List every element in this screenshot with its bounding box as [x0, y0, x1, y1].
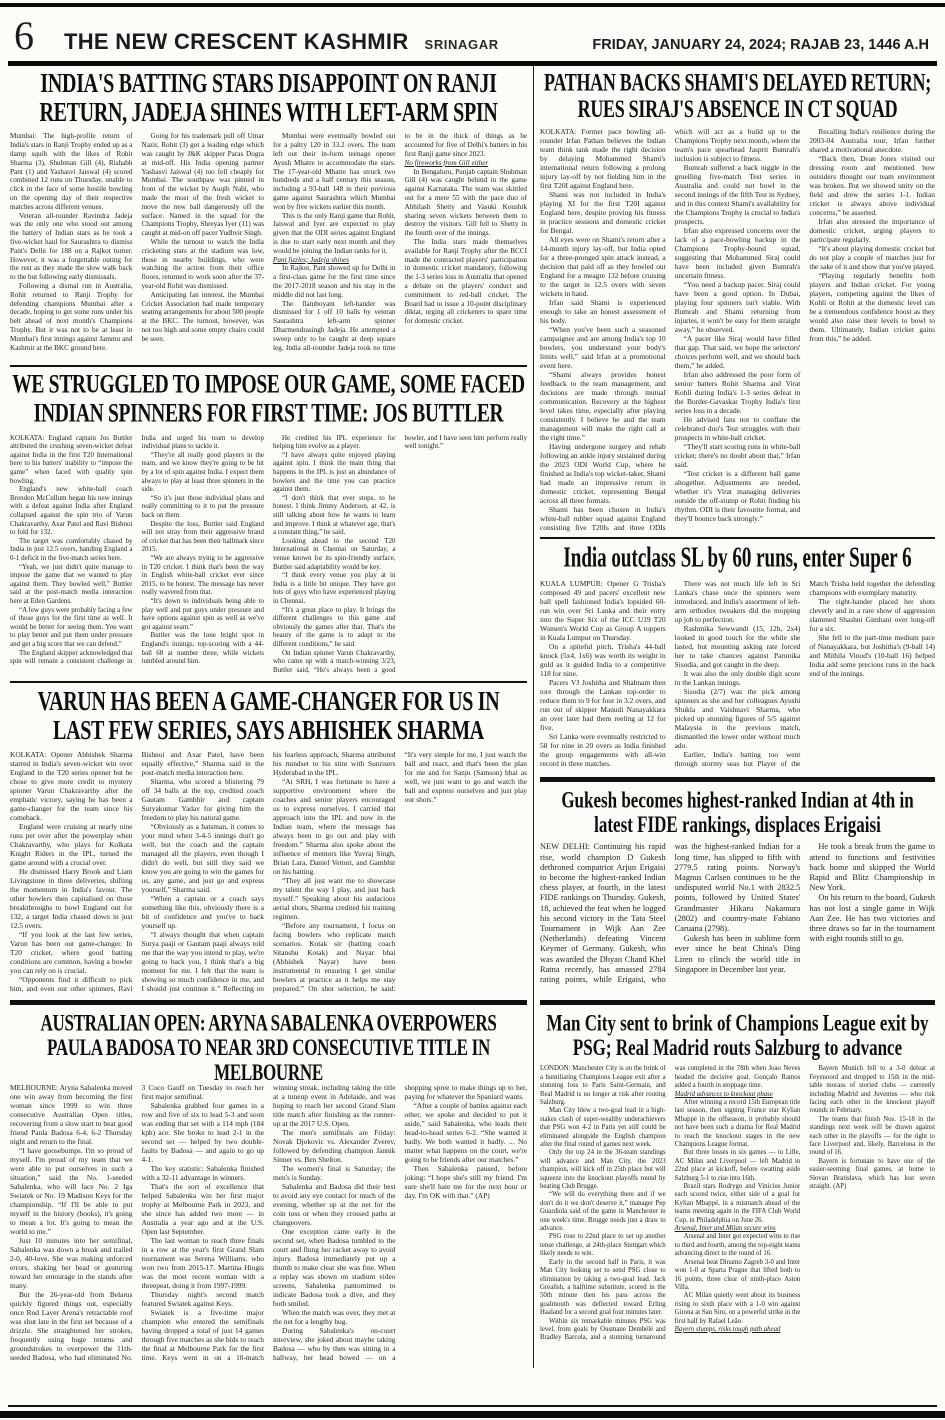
article-gukesh-headline: Gukesh becomes highest-ranked Indian at 4th in latest FIDE rankings, displaces Erigaisi — [561, 786, 914, 838]
section-divider — [10, 365, 527, 367]
masthead-city: SRINAGAR — [424, 37, 499, 52]
article-buttler-body: KOLKATA: England captain Jos Buttler attributed the crushing seven-wicket defeat against India in the first T20 International here to his batters' inability to “impose the game” when faced with quality spin bowling. England's new white-ball coach Brendon McCullum began his new innings with a defeat against India after England collapsed against the spin trio of Varun Chakravarthy, Axar Patel and Ravi Bishnoi to fold for 132. The target was comfortably chased by India in just 12.5 overs, handing England a 0-1 deficit in the five-match series here. “Yeah, we just didn't quite manage to impose the game that we wanted to play against them. They bowled well,” Buttler said at the post-match media interaction here at Eden Gardens. “A few guys were probably facing a few of those guys for the first time as well. It would be better for seeing them. You want to play better and put them under pressure and get a big score that we can defend.” The England skipper acknowledged that spin will remain a consistent challenge in India and urged his team to develop individual plans to tackle it. “They're all really good players in the team, and we know they're going to be hit by a lot of spin against India. I expect them always to play at least three spinners in the side. “So it's just those individual plans and really committing to it to put the pressure back on them. Despite the loss, Buttler said England will not stray from their aggressive brand of cricket that has been their hallmark since 2015. “We are always trying to be aggressive in T20 cricket. I think that's been the way in English white-ball cricket ever since 2015, to be honest. The message has never really wavered from that. “It's down to individuals being able to play well and put guys under pressure and have options against spin as well as we've got against seam.” Buttler was the lone bright spot in England's innings, top-scoring with a 44-ball 68 at number three, while wickets tumbled around him. He credited his IPL experience for helping him evolve as a player. “I have always quite enjoyed playing against spin. I think the main thing that happens in the IPL is just an abundance of bowlers and the time you can practice against them. “I don't think that ever stops, to be honest. I think Jimmy Anderson, at 42, is still talking about how he wants to learn and improve. I think at whatever age, that's a constant thing,” he said. Looking ahead to the second T20 International in Chennai on Saturday, a venue known for its spin-friendly surface, Buttler said adaptability would be key. “I think every venue you play at in India is a little bit unique. They have got lots of guys who have experienced playing in Chennai. “It's a great place to play. It brings the different challenges to this game and obviously the games after that. That's the beauty of the game is to adapt to the different conditions,” he said. On Indian spinner Varun Chakravarthy, who came up with a match-winning 3/23, Buttler said, “He's always been a good bowler, and I have seen him perform really well tonight.” — [10, 433, 527, 674]
section-divider-thick — [540, 1000, 935, 1005]
article-ranji — [10, 70, 527, 360]
article-varun — [10, 688, 527, 994]
top-border-bar — [0, 3, 945, 7]
article-u19 — [540, 544, 935, 771]
article-ucl-headline: Man City sent to brink of Champions League exit by PSG; Real Madrid routs Salzburg to advance — [546, 1009, 929, 1062]
header-dateline: FRIDAY, JANUARY 24, 2024; RAJAB 23, 1446 A.H — [592, 37, 929, 53]
section-divider — [10, 681, 527, 683]
bottom-rule — [8, 1405, 937, 1407]
article-varun-headline: VARUN HAS BEEN A GAME-CHANGER FOR US IN LAST FEW SERIES, SAYS ABHISHEK SHARMA — [37, 686, 500, 746]
page-content — [0, 66, 945, 1368]
section-divider-thick — [10, 1000, 527, 1005]
article-u19-headline: India outclass SL by 60 runs, enter Super 6 — [563, 542, 912, 575]
article-ranji-headline: INDIA'S BATTING STARS DISAPPOINT ON RANJI RETURN, JADEJA SHINES WITH LEFT-ARM SPIN — [39, 68, 498, 129]
article-varun-body: KOLKATA: Opener Abhishek Sharma starred in India's seven-wicket win over England in the T20 series opener but he chose to give more credit to mystery spinner Varun Chakravarthy after the emphatic victory, saying he has been a game-changer for the team since his comeback. England were cruising at nearly nine runs per over after the powerplay when Chakravarthy, who plays for Kolkata Knight Riders in the IPL, turned the game around with a crucial over. He dismissed Harry Brook and Liam Livingstone in three deliveries, shifting the momentum in India's favour. The other bowlers then capitalised on those breakthroughs to bowl England out for 132, a target India chased down in just 12.5 overs. “If you look at the last few series, Varun has been our game-changer. In T20 cricket, where good batting conditions are common, having a bowler you can rely on is crucial. “Opponents find it difficult to pick him, and even our other spinners, Ravi Bishnoi and Axar Patel, have been equally effective,” Sharma said in the post-match media interaction here. Sharma, who scored a blistering 79 off 34 balls at the top, credited coach Gautam Gambhir and captain Suryakumar Yadav for giving him the freedom to play his natural game. “Obviously as a batsman, it comes to your mind when 3-4-5 innings don't go well, but the coach and the captain managed all the players, even though I didn't do well, but still they said we know you are going to win the games for us, any game, and just go and express yourself,” Sharma said. “When a captain or a coach says something like this, obviously there is a bit of confidence and you've to back yourself up. “I always thought that when captain Surya paaji or Gautam paaji always told me that the way you intend to play, we're going to back you, I think that's a big moment for me. I felt that the team is showing so much confidence in me, and I should just continue it.” Reflecting on his fearless approach, Sharma attributed his mindset to his stint with Sunrisers Hyderabad in the IPL. “At SRH, I was fortunate to have a supportive environment where the coaches and senior players encouraged us to express ourselves. I carried that approach into the IPL and now in the Indian team, where the message has always been to go out and play with freedom.” Sharma also spoke about the influence of mentors like Yuvraj Singh, Brian Lara, Daniel Vettori, and Gambhir on his batting. “They all just want me to showcase my talent the way I play, and just back myself.” Speaking about his audacious aerial shots, Sharma credited his training regimen. “Before any tournament, I focus on facing bowlers who replicate match scenarios. Kotak sir (batting coach Sitanshu Kotak) and Nayar bhai (Abhishek Nayar) have been instrumental in ensuring I get similar bowlers at practice as it helps me stay prepared.” On shot selection, he said: “It's very simple for me, I just watch the ball and react, and that's been the plan for me and for Sanju (Samson) bhai as well, we just want to go and watch the ball and express ourselves and just play our shots.” — [10, 750, 527, 994]
article-ranji-body: Mumbai: The high-profile return of India's stars in Ranji Trophy ended up as a damp squib with the likes of Rohit Sharma (3), Shubman Gill (4), Rishabh Pant (1) and Yashasvi Jaiswal (4) scored combined 12 runs on Thursday, unable to click in the face of some hostile bowling on the opening day of their respective matches across different venues. Veteran all-rounder Ravindra Jadeja was the only one who stood out among the battery of Indian stars as he took a five-wicket haul for Saurashtra to dismiss Pant's Delhi for 188 on a Rajkot turner. However, it was a forgettable outing for the rest as they made the slow walk back to the hut following early dismissals. Following a dismal run in Australia, Rohit returned to Ranji Trophy for defending champions Mumbai after a decade, hoping to get some runs under his belt ahead of next month's Champions Trophy. But it was not to be at least in Mumbai's first innings against Jammu and Kashmir at the BKC ground here. Going for his trademark pull off Umar Nazir, Rohit (3) got a leading edge which was caught by J&K skipper Paras Dogra at mid-off. His India opening partner Yashasvi Jaiswal (4) too fell cheaply for Mumbai. The southpaw was pinned in front of the wicket by Auqib Nabi, who made the most of the fresh wicket to move the new ball dangerously off the surface. Named in the squad for the Champions Trophy, Shreyas Iyer (11) was caught at mid-on off pacer Yudhvir Singh. While the turnout to watch the India cricketing stars at the stadium was low, those in nearby buildings, who were watching the action from their office floors, returned to work soon after the 37-year-old Rohit was dismissed. Anticipating fan interest, the Mumbai Cricket Association had made temporary seating arrangements for about 500 people at the BKC. The turnout, however, was not too high and some empty chairs could be seen. Mumbai were eventually bowled out for a paltry 120 in 33.2 overs. The team left out their in-form teenage opener Ayush Mhatre to accommodate the stars. The 17-year-old Mhatre has struck two hundreds and a half century this season, including a 93-ball 148 in their previous game against Saurashtra which Mumbai won by five wickets earlier this month. This is the only Ranji game that Rohit, Jaiswal and Iyer are expected to play given that the ODI series against England is due to start early next month and they would be joining the Indian ranks for it. Pant fizzles; Jadeja shines In Rajkot, Pant showed up for Delhi in a first-class game for the first time since the 2017-2018 season and his stay in the middle did not last long. The flamboyant left-hander was dismissed for 1 off 10 balls by veteran Saurashtra left-arm spinner Dharmendrasingh Jadeja. He attempted a sweep only to be caught at deep square leg. India all-rounder Jadeja took no time to be in the thick of things as he accounted for five of Delhi's batters in his first Ranji game since 2023. No fireworks from Gill either In Bengaluru, Punjab captain Shubman Gill (4) was caught behind in the game against Karnataka. The team was skittled out for a mere 55 with the pace duo of Abhilash Shetty and Vasuki Koushik sharing seven wickets between them to destroy the visitors. Gill fell to Shetty in the fourth over of the innings. The India stars made themselves available for Ranji Trophy after the BCCI made the contracted players' participation in domestic cricket mandatory, following the 1-3 series loss in Australia that opened a debate on the players' conduct and commitment to red-ball cricket. The Board had to issue a 10-point disciplinary diktat, urging all cricketers to spare time for domestic cricket. — [10, 132, 527, 352]
article-pathan-headline: PATHAN BACKS SHAMI'S DELAYED RETURN; RUES SIRAJ'S ABSENCE IN CT SQUAD — [544, 68, 931, 123]
page-header — [0, 0, 945, 57]
section-divider — [540, 537, 935, 539]
article-pathan — [540, 70, 935, 532]
article-u19-body: KUALA LUMPUR: Opener G Trisha's composed 49 and pacers' excellent new ball spell fashioned India's lopsided 60-run win over Sri Lanka and their entry into the Super Six of the ICC U19 T20 Women's World Cup as Group A toppers in Kuala Lumpur on Thursday. On a spiteful pitch, Trisha's 44-ball knock (5x4, 1x6) was worth its weight in gold as it guided India to a competitive 118 for nine. Pacers VJ Joshitha and Shabnam then tore through the Lankan top-order to reduce them to 9 for four in 3.2 overs, and run out of skipper Manudi Nanayakkara an over later had them reeling at 12 for five. Sri Lanka were eventually restricted to 58 for nine in 20 overs as India finished the group engagements with all-win record in three matches. There was not much life left in Sri Lanka's chase once the spinners were introduced, and India's assortment of left-arm orthodox tweakers did the mopping up job to perfection. Rashmika Sewwandi (15, 12b, 2x4) looked in good touch for the while she lasted, but mounting asking rate forced her to take chances against Parunika Sisodia, and got caught in the deep. It was also the only double digit score in the Lankan innings. Sisodia (2/7) was the pick among spinners as she and her colleagues Ayushi Shukla and Vaishnavi Sharma, who picked up stunning figures of 5/5 against Malaysia in the previous match, dismantled the lower order without much ado. Earlier, India's batting too went through stormy seas but Player of the Match Trisha held together the defending champions with exemplary maturity. The right-hander placed her shots cleverly and in a rare show of aggression slammed Shashni Gimhani over long-off for a six. She fell to the part-time medium pace of Nanayakkara, but Joshitha's (9-ball 14) and Mithila Vinod's (10-ball 16) helped India add some precious runs in the back end of the innings. — [540, 579, 935, 769]
bottom-border-bar — [0, 1411, 945, 1418]
article-ucl-body: LONDON: Manchester City is on the brink of a humiliating Champions League exit after a stunning loss to Paris Saint-Germain, and Real Madrid is no longer at risk after routing Salzburg. Man City blew a two-goal lead in a high-stakes clash of super-wealthy underachievers that PSG won 4-2 in Paris yet still could be eliminated alongside the English champion after the final round of games next week. Only the top 24 in the 36-team standings will advance and Man City, the 2023 champion, will kick off in 25th place but will squeeze into the knockout playoffs round by beating Club Brugge. “We will do everything there and if we don't do it we don't deserve it,” manager Pep Guardiola said of the game in Manchester in one week's time. Brugge needs just a draw to advance. PSG rose to 22nd place to set up another tense challenge, at 24th-place Stuttgart which likely needs to win. Early in the second half in Paris, it was Man City looking set to send PSG close to elimination by taking a two-goal lead. Jack Grealish, a halftime substitute, scored in the 50th minute then his pass across the goalmouth was deflected toward Erling Haaland for a second goal four minutes later. Within six remarkable minutes PSG was level, from goals by Ousmane Dembélé and Bradley Barcola, and a stunning turnaround was completed in the 78th when Joao Neves headed the decisive goal. Gonçalo Ramos added a fourth in stoppage time. Madrid advances to knockout phase After winning a record 15th European title last season, then signing France star Kylian Mbappé in the offseason, it probably should not have been such a drama for Real Madrid to reach the knockout stages in the new Champions League format. But three losses in six games — to Lille, AC Milan and Liverpool — left Madrid in 22nd place at kickoff, before swatting aside Salzburg 5-1 to rise into 16th. Brazil stars Rodrygo and Vinicius Junior each scored twice, either side of a goal for Kylian Mbappé, in a mismatch ahead of the teams meeting again in the FIFA Club World Cup, in Philadelphia on June 26. Arsenal, Inter and Milan secure wins Arsenal and Inter got expected wins to rise to third and fourth, among the top-eight teams advancing direct to the round of 16. Arsenal beat Dinamo Zagreb 3-0 and Inter won 1-0 at Sparta Prague that lifted both to 16 points, three clear of ninth-place Aston Villa. AC Milan quietly went about its business rising to sixth place with a 1-0 win against Girona at San Siro, on a powerful strike in the first half by Rafael Leão. Bayern slumps, risks tough path ahead Bayern Munich fell to a 3-0 defeat at Feyenoord and dropped to 15th in the mid-table morass of storied clubs — currently including Madrid and Juventus — who risk facing each other in the knockout playoff rounds in February. The teams that finish Nos. 15-18 in the standings next week will be drawn against each other in the playoffs — for the right to face Liverpool and, likely, Barcelona in the round of 16. Bayern is fortunate to have one of the easier-seeming final games, at home to Slovan Bratislava, which has lost seven straight. (AP) — [540, 1065, 935, 1342]
page-number: 6 — [14, 13, 34, 58]
article-gukesh — [540, 788, 935, 994]
article-buttler — [10, 372, 527, 675]
article-ausopen — [10, 1011, 527, 1368]
right-half — [534, 66, 935, 1368]
article-ausopen-headline: AUSTRALIAN OPEN: ARYNA SABALENKA OVERPOWERS PAULA BADOSA TO NEAR 3RD CONSECUTIVE TITLE IN MELBOURNE — [40, 1009, 497, 1086]
article-ucl — [540, 1011, 935, 1350]
article-pathan-body: KOLKATA: Former pace bowling all-rounder Irfan Pathan believes the Indian team think tank made the right decision by delaying Mohammed Shami's international return following a prolong injury lay-off by not fielding him in the first T20I against England here. Shami was not included in India's playing XI for the first T20I against England here, despite proving his fitness in practice sessions and domestic cricket for Bengal. All eyes were on Shami's return after a 14-month injury lay-off, but India opted for a three-pronged spin attack instead, a decision that paid off as they bowled out England for a meagre 132 before cruising to the target in 12.5 overs with seven wickets in hand. Irfan said Shami is experienced enough to take an honest assessment of his body. “When you've been such a seasoned campaigner and are among India's top 10 bowlers, you understand your body's limits well,” said Irfan at a promotional event here. “Shami always provides honest feedback to the team management, and decisions are made through mutual communication. Recovery at the highest level takes time, especially after playing consistently. I believe he and the team management will make the right call at the right time.” Having undergone surgery and rehab following an ankle injury sustained during the 2023 ODI World Cup, where he finished as India's top wicket-taker, Shami had made an impressive return in domestic cricket, representing Bengal across all three formats. Shami has been chosen in India's white-ball rubber squad against England consisting five T20Is and three ODIs which will act as a build up to the Champions Trophy next month, where the team's pace spearhead Jasprit Bumrah's inclusion is subject to fitness. Bumrah suffered a back niggle in the gruelling five-match Test series in Australia and could not bowl in the second innings of the fifth Test in Sydney, and in this context Shami's availability for the Champions Trophy is crucial to India's prospects. Irfan also expressed concerns over the lack of a pace-bowling backup in the Champions Trophy-bound squad, suggesting that Mohammed Siraj could have been included given Bumrah's uncertain fitness. “You need a backup pacer. Siraj could have been a good option. In Dubai, playing four spinners isn't viable. With Bumrah and Shami returning from injuries, it won't be easy for them straight away,” he observed. “A pacer like Siraj would have filled that gap. That said, we hope the selectors' choices perform well, and we should back them,” he added. Irfan also addressed the poor form of senior batters Rohit Sharma and Virat Kohli during India's 1-3 series defeat in the Border-Gavaskar Trophy India's first series loss in a decade. He advised fans not to conflate the celebrated duo's Test struggles with their prospects in white-ball cricket. “They'll start scoring runs in white-ball cricket; there's no doubt about that,” Irfan said. “Test cricket is a different ball game altogether. Adjustments are needed, whether it's Virat managing deliveries outside the off-stump or Rohit finding his rhythm. ODI is their favourite format, and they'll bounce back strongly.” Recalling India's resilience during the 2003-04 Australia tour, Irfan further shared a motivational anecdote. “Back then, Dean Jones visited our dressing room and mentioned how outsiders thought our team environment was broken. But we showed unity on the field and drew the series 1-1. Indian cricket is always above individual concerns,” he asserted. Irfan also stressed the importance of domestic cricket, urging players to participate regularly. “It's about playing domestic cricket but do not play a couple of matches just for the sake of it and show that you've played. “Playing regularly benefits both players and Indian cricket. For young players, competing against the likes of Kohli or Rohit at the domestic level can be a tremendous confidence boost as they would also raise their levels to bowl to them. Ultimately, Indian cricket gains from this,” he added. — [540, 127, 935, 533]
section-divider-thick — [540, 777, 935, 782]
article-buttler-headline: WE STRUGGLED TO IMPOSE OUR GAME, SOME FACED INDIAN SPINNERS FOR FIRST TIME: JOS BUTTLER — [12, 370, 525, 429]
article-gukesh-body: NEW DELHI: Continuing his rapid rise, world champion D Gukesh dethroned compatriot Arjun Erigaisi to become the highest-ranked Indian chess player, at fourth, in the latest FIDE rankings on Thursday. Gukesh, 18, achieved the feat when he logged his second victory in the Tata Steel Tournament in Wijk Aan Zee (Netherlands) defeating Vincent Keymer of Germany. Gukesh, who was awarded the Dhyan Chand Khel Ratna recently, has amassed 2784 rating points, while Erigaisi, who was the highest-ranked Indian for a long time, has slipped to fifth with 2779.5 rating points. Norway's Magnus Carlsen continues to be the undisputed world No.1 with 2832.5 points, followed by United States' Grandmaster Hikaru Nakamura (2802) and country-mate Fabiano Caruana (2798). Gukesh has been in sublime form ever since he beat China's Ding Liren to clinch the world title in Singapore in December last year. He took a break from the game to attend to functions and festivities back home and skipped the World Rapid and Blitz Championship in New York. On his return to the board, Gukesh has not lost a single game in Wijk Aan Zee. He has two victories and three draws so far in the tournament with eight rounds still to go. — [540, 842, 935, 984]
left-half — [10, 66, 533, 1368]
article-ausopen-body: MELBOURNE: Aryna Sabalenka moved one win away from becoming the first woman since 1999 to win three consecutive Australian Open titles, recovering from a slow start to beat good friend Paula Badosa 6-4, 6-2 Thursday night and return to the final. “I have goosebumps. I'm so proud of myself. I'm proud of my team that we were able to put ourselves in such a situation,” said the No. 1-seeded Sabalenka, who will face No. 2 Iga Swiatek or No. 19 Madison Keys for the championship. “If I'll be able to put myself in the history (books), it's going to mean a lot. It's going to mean the world to me.” Just 10 minutes into her semifinal, Sabalenka was down a break and trailed 2-0, 40-love. She was making unforced errors, shaking her head or gesturing toward her entourage in the stands after many. But the 26-year-old from Belarus quickly figured things out, especially once Rod Laver Arena's retractable roof was shut late in the first set because of a drizzle. She straightened her strokes, frequently using huge returns and groundstrokes to overpower the 11th-seeded Badosa, who had eliminated No. 3 Coco Gauff on Tuesday to reach her first major semifinal. Sabalenka grabbed four games in a row and five of six to lead 5-3 and soon was ending that set with a 114 mph (184 kph) ace. She broke to lead 2-1 in the second set — helped by two double-faults by Badosa — and again to go up 4-1. The key statistic: Sabalenka finished with a 32-11 advantage in winners. That's the sort of excellence that helped Sabalenka win her first major trophy at Melbourne Park in 2023, and she since has added two more — in Australia a year ago and at the U.S. Open last September. The last woman to reach three finals in a row at the year's first Grand Slam tournament was Serena Williams, who won two from 2015-17. Martina Hingis was the most recent woman with a threepeat, doing it from 1997-1999. Thursday night's second match featured Swiatek against Keys. Swiatek is a five-time major champion who entered the semifinals having dropped a total of just 14 games through five matches as she bids to reach the final at Melbourne Park for the first time. Keys went in on a 10-match winning streak, including taking the title at a tuneup event in Adelaide, and was hoping to reach her second Grand Slam title match after finishing as the runner-up at the 2017 U.S. Open. The men's semifinals are Friday: Novak Djokovic vs. Alexander Zverev, followed by defending champion Jannik Sinner vs. Ben Shelton. The women's final is Saturday; the men's is Sunday. Sabalenka and Badosa did their best to avoid any eye contact for much of the evening, whether up at the net for the coin toss or when they crossed paths at changeovers. One exception came early in the second set, when Badosa tumbled to the court and flung her racket away to avoid injury. Badosa immediately put up a thumb to make clear she was fine. When a replay was shown on stadium video screens, Sabalenka pantomimed to indicate Badosa took a dive, and they both smiled. When the match was over, they met at the net for a lengthy hug. During Sabalenka's on-court interview, she joked about maybe taking Badosa — who by then was sitting in a hallway, her head bowed — on a shopping spree to make things up to her, paying for whatever the Spaniard wants. “After a couple of battles against each other, we spoke and decided to put it aside,” said Sabalenka, who leads their head-to-head series 6-2. “She wanted it badly. We both wanted it badly. ... No matter what happens on the court, we're going to be friends after our matches.” Then Sabalenka paused, before joking: “I hope she's still my friend. I'm sure she'll hate me for the next hour or day. I'm OK with that.” (AP) — [10, 1083, 527, 1363]
masthead-title: THE NEW CRESCENT KASHMIR — [64, 29, 409, 54]
